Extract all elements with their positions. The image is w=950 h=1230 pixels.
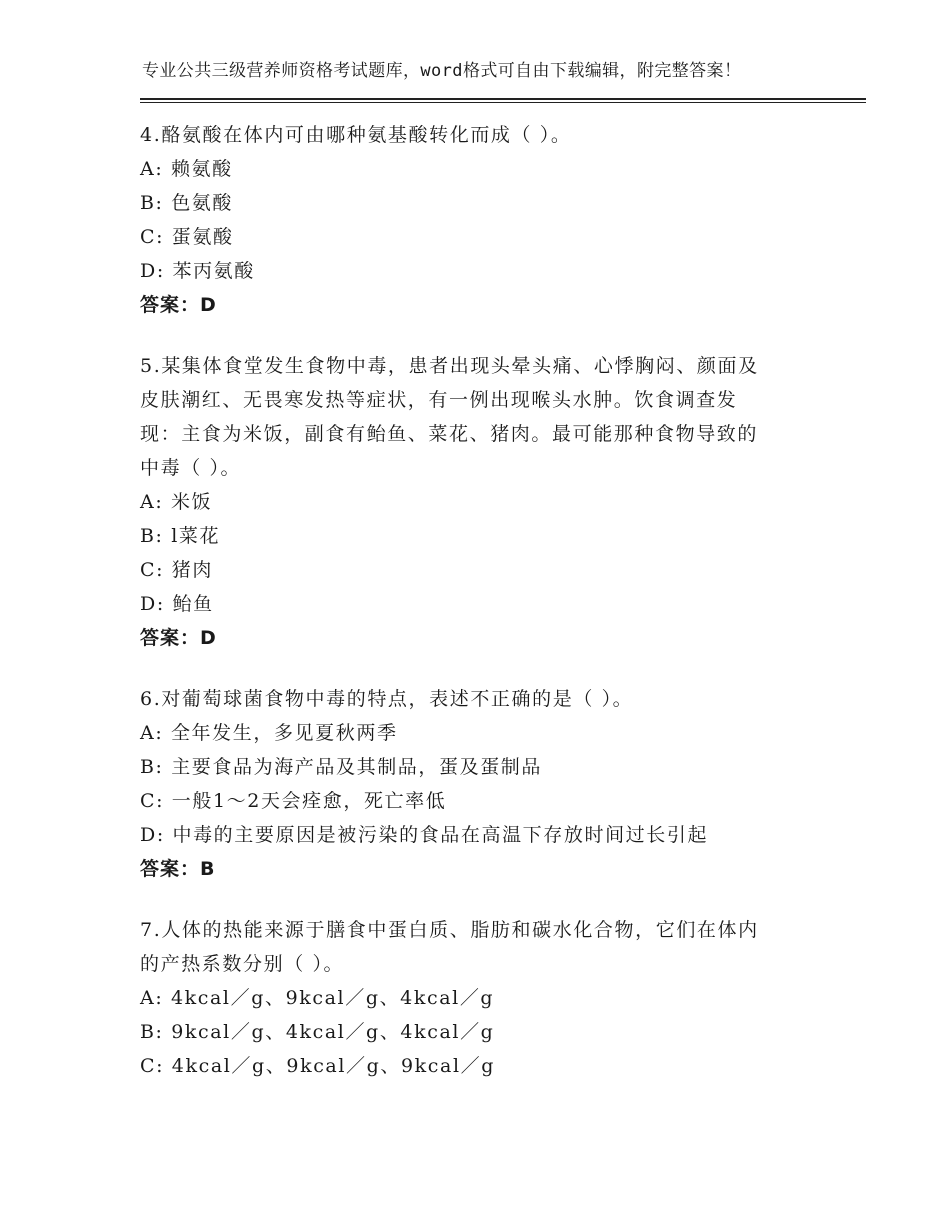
question-7: [140, 913, 810, 1083]
question-4: [140, 118, 810, 322]
answer-line: 答案：B: [140, 858, 216, 880]
header-rule-thick: [140, 98, 866, 100]
question-stem: 中毒（ ）。: [140, 457, 242, 479]
option-d: D: 苯丙氨酸: [140, 260, 255, 282]
question-list: [140, 118, 810, 1110]
option-b: B: 主要食品为海产品及其制品，蛋及蛋制品: [140, 756, 543, 778]
option-a: A: 全年发生，多见夏秋两季: [140, 722, 398, 744]
option-d: D: 鲐鱼: [140, 593, 214, 615]
option-b: B: 9kcal／g、4kcal／g、4kcal／g: [140, 1021, 495, 1043]
question-stem: 的产热系数分别（ ）。: [140, 953, 345, 975]
question-stem: 7.人体的热能来源于膳食中蛋白质、脂肪和碳水化合物，它们在体内: [140, 919, 759, 941]
option-b: B: 色氨酸: [140, 192, 234, 214]
answer-line: 答案：D: [140, 627, 217, 649]
option-d: D: 中毒的主要原因是被污染的食品在高温下存放时间过长引起: [140, 824, 709, 846]
option-c: C: 猪肉: [140, 559, 213, 581]
question-stem: 5.某集体食堂发生食物中毒，患者出现头晕头痛、心悸胸闷、颜面及: [140, 355, 759, 377]
question-6: [140, 682, 810, 886]
question-stem: 现：主食为米饭，副食有鲐鱼、菜花、猪肉。最可能那种食物导致的: [140, 423, 759, 445]
question-5: [140, 349, 810, 655]
header-rule-thin: [140, 102, 866, 103]
option-c: C: 蛋氨酸: [140, 226, 234, 248]
option-a: A: 4kcal／g、9kcal／g、4kcal／g: [140, 987, 495, 1009]
option-c: C: 一般1～2天会痊愈，死亡率低: [140, 790, 447, 812]
option-b: B: l菜花: [140, 525, 221, 547]
question-stem: 皮肤潮红、无畏寒发热等症状，有一例出现喉头水肿。饮食调查发: [140, 389, 738, 411]
option-a: A: 米饭: [140, 491, 213, 513]
option-a: A: 赖氨酸: [140, 158, 233, 180]
question-stem: 6.对葡萄球菌食物中毒的特点，表述不正确的是（ ）。: [140, 688, 634, 710]
page-header: 专业公共三级营养师资格考试题库，word格式可自由下载编辑，附完整答案！: [142, 61, 742, 81]
option-c: C: 4kcal／g、9kcal／g、9kcal／g: [140, 1055, 496, 1077]
question-stem: 4.酪氨酸在体内可由哪种氨基酸转化而成（ ）。: [140, 124, 572, 146]
answer-line: 答案：D: [140, 294, 217, 316]
